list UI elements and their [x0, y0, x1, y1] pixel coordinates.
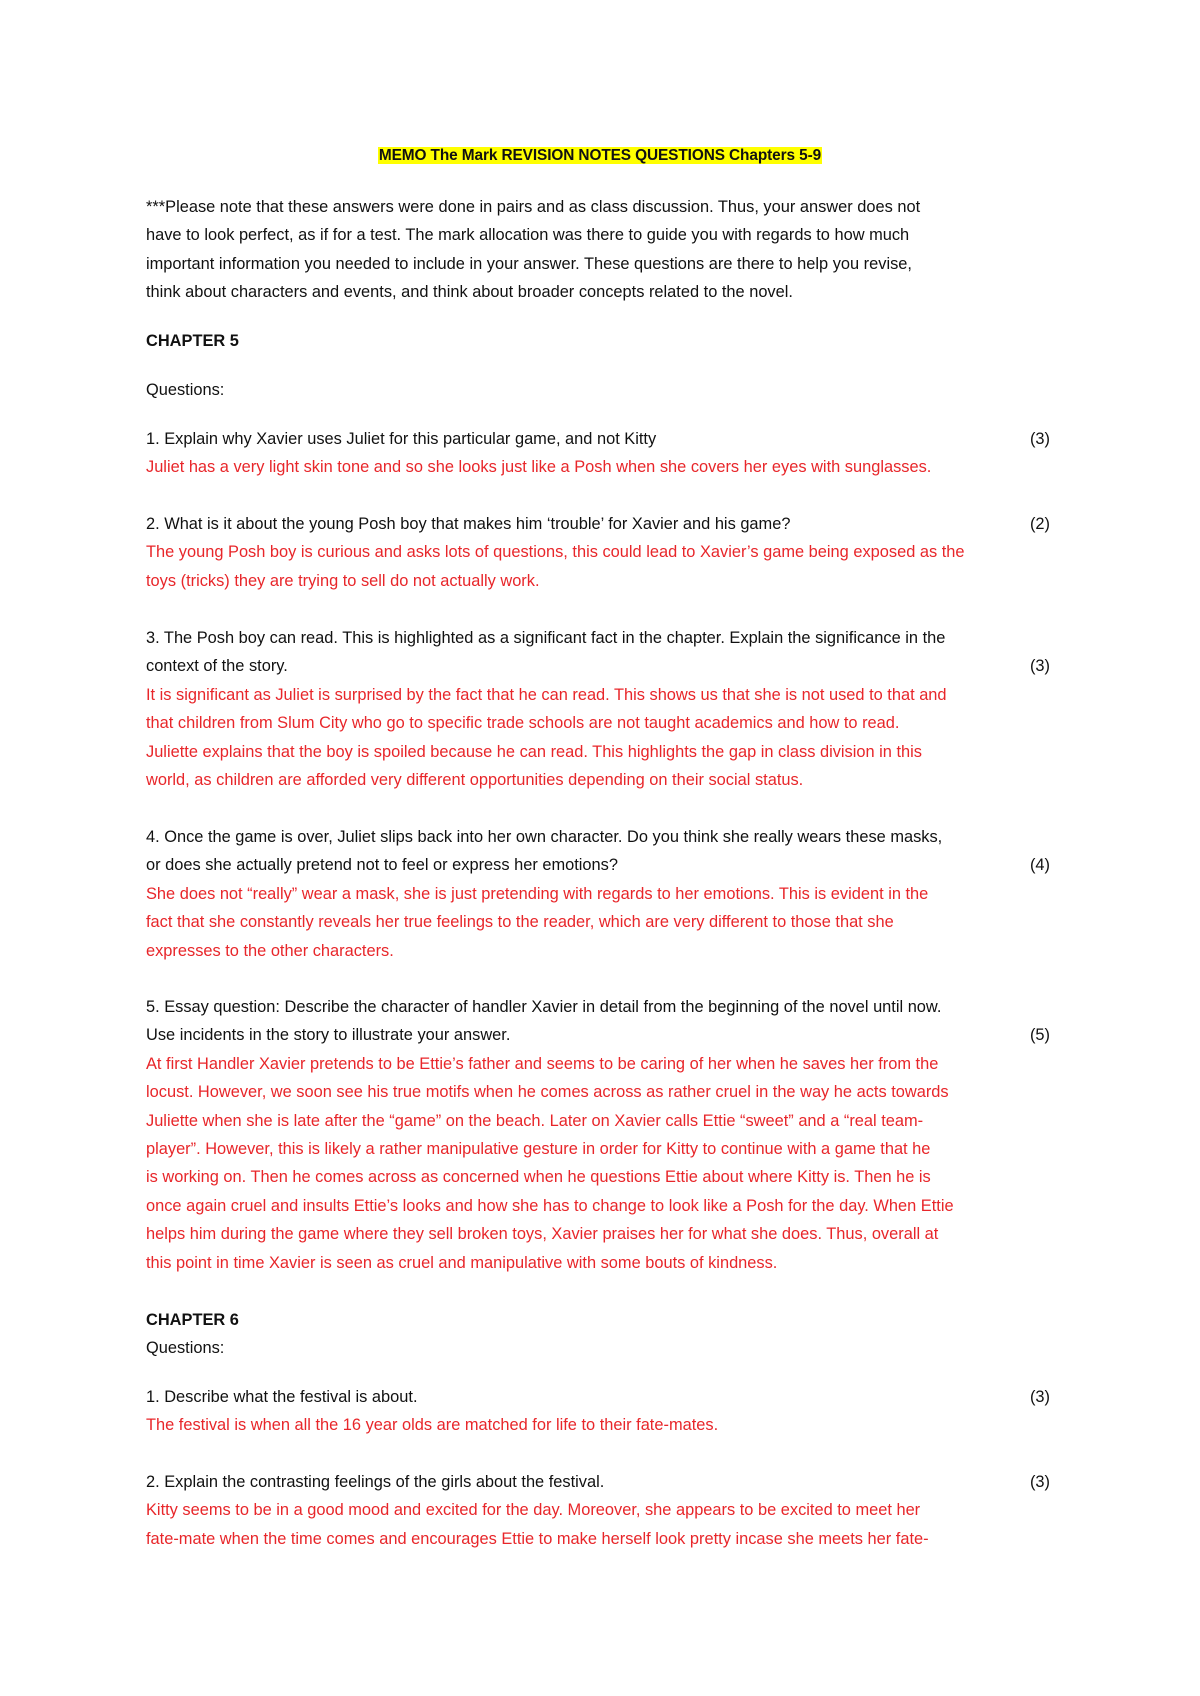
chapter-5-questions-label: Questions:: [146, 381, 225, 399]
question-text: 2. What is it about the young Posh boy that makes him ‘trouble’ for Xavier and his game? (2): [146, 510, 1066, 538]
answer-text: player”. However, this is likely a rather manipulative gesture in order for Kitty to continue with a game that he: [146, 1139, 931, 1158]
intro-line: important information you needed to include in your answer. These questions are there to help you revise,: [146, 254, 912, 273]
mark-allocation: (3): [1029, 430, 1050, 448]
question-text: Use incidents in the story to illustrate your answer. (5): [146, 1021, 1066, 1049]
answer-text: She does not “really” wear a mask, she is just pretending with regards to her emotions. This is evident in the: [146, 884, 929, 903]
answer-text: fact that she constantly reveals her true feelings to the reader, which are very different to those that she: [146, 913, 894, 932]
answer-text: locust. However, we soon see his true motifs when he comes across as rather cruel in the way he acts towards: [146, 1083, 949, 1102]
chapter-6-heading: CHAPTER 6: [146, 1311, 239, 1329]
ch6-question-2: [146, 1468, 1066, 1553]
ch5-question-5: [146, 993, 1066, 1277]
mark-allocation: (4): [1029, 856, 1050, 875]
answer-text: once again cruel and insults Ettie’s looks and how she has to change to look like a Posh for the day. When Ettie: [146, 1196, 954, 1215]
mark-allocation: (2): [1029, 515, 1050, 533]
ch5-question-4: [146, 823, 1066, 965]
question-text: 1. Describe what the festival is about. (3): [146, 1383, 1066, 1411]
answer-text: this point in time Xavier is seen as cruel and manipulative with some bouts of kindness.: [146, 1253, 778, 1272]
answer-text: At first Handler Xavier pretends to be Ettie’s father and seems to be caring of her when he saves her from the: [146, 1054, 939, 1073]
answer-text: The festival is when all the 16 year olds are matched for life to their fate-mates.: [146, 1416, 719, 1435]
answer-text: that children from Slum City who go to specific trade schools are not taught academics and how to read.: [146, 714, 900, 733]
answer-text: toys (tricks) they are trying to sell do not actually work.: [146, 571, 540, 590]
answer-text: It is significant as Juliet is surprised by the fact that he can read. This shows us that she is not used to that and: [146, 685, 947, 704]
ch6-question-1: [146, 1383, 1066, 1440]
chapter-5-heading: CHAPTER 5: [146, 332, 239, 350]
mark-allocation: (3): [1029, 1388, 1050, 1406]
ch5-question-3: [146, 624, 1066, 794]
question-text: 5. Essay question: Describe the character of handler Xavier in detail from the beginning of the novel until now.: [146, 998, 942, 1016]
answer-text: The young Posh boy is curious and asks lots of questions, this could lead to Xavier’s game being exposed as the: [146, 543, 965, 562]
intro-paragraph: [146, 193, 1066, 307]
question-text: 3. The Posh boy can read. This is highlighted as a significant fact in the chapter. Explain the significance in the: [146, 629, 946, 647]
question-text: context of the story. (3): [146, 652, 1066, 680]
mark-allocation: (3): [1029, 1473, 1050, 1491]
answer-text: world, as children are afforded very different opportunities depending on their social status.: [146, 770, 804, 789]
question-text: 2. Explain the contrasting feelings of the girls about the festival. (3): [146, 1468, 1066, 1496]
answer-text: Kitty seems to be in a good mood and excited for the day. Moreover, she appears to be excited to meet her: [146, 1501, 921, 1520]
answer-text: Juliet has a very light skin tone and so she looks just like a Posh when she covers her eyes with sunglasses.: [146, 458, 932, 477]
ch5-question-2: [146, 510, 1066, 595]
mark-allocation: (3): [1029, 657, 1050, 676]
intro-line: think about characters and events, and think about broader concepts related to the novel.: [146, 283, 793, 302]
title-line: [0, 144, 1200, 167]
intro-line: have to look perfect, as if for a test. The mark allocation was there to guide you with regards to how much: [146, 226, 910, 245]
mark-allocation: (5): [1029, 1026, 1050, 1045]
answer-text: fate-mate when the time comes and encourages Ettie to make herself look pretty incase she meets her fate-: [146, 1529, 929, 1548]
chapter-6-questions-label: Questions:: [146, 1339, 225, 1357]
intro-line: ***Please note that these answers were done in pairs and as class discussion. Thus, your answer does not: [146, 198, 921, 216]
question-text: 4. Once the game is over, Juliet slips back into her own character. Do you think she really wears these masks,: [146, 828, 943, 846]
answer-text: Juliette when she is late after the “game” on the beach. Later on Xavier calls Ettie “sweet” and a “real team-: [146, 1111, 924, 1130]
document-title: MEMO The Mark REVISION NOTES QUESTIONS Chapters 5-9: [378, 147, 822, 164]
answer-text: Juliette explains that the boy is spoiled because he can read. This highlights the gap in class division in this: [146, 742, 922, 761]
answer-text: is working on. Then he comes across as concerned when he questions Ettie about where Kitty is. Then he is: [146, 1168, 931, 1187]
question-text: 1. Explain why Xavier uses Juliet for this particular game, and not Kitty (3): [146, 425, 1066, 453]
ch5-question-1: [146, 425, 1066, 482]
answer-text: helps him during the game where they sell broken toys, Xavier praises her for what she does. Thus, overall at: [146, 1225, 939, 1244]
question-text: or does she actually pretend not to feel or express her emotions? (4): [146, 851, 1066, 879]
answer-text: expresses to the other characters.: [146, 941, 394, 960]
